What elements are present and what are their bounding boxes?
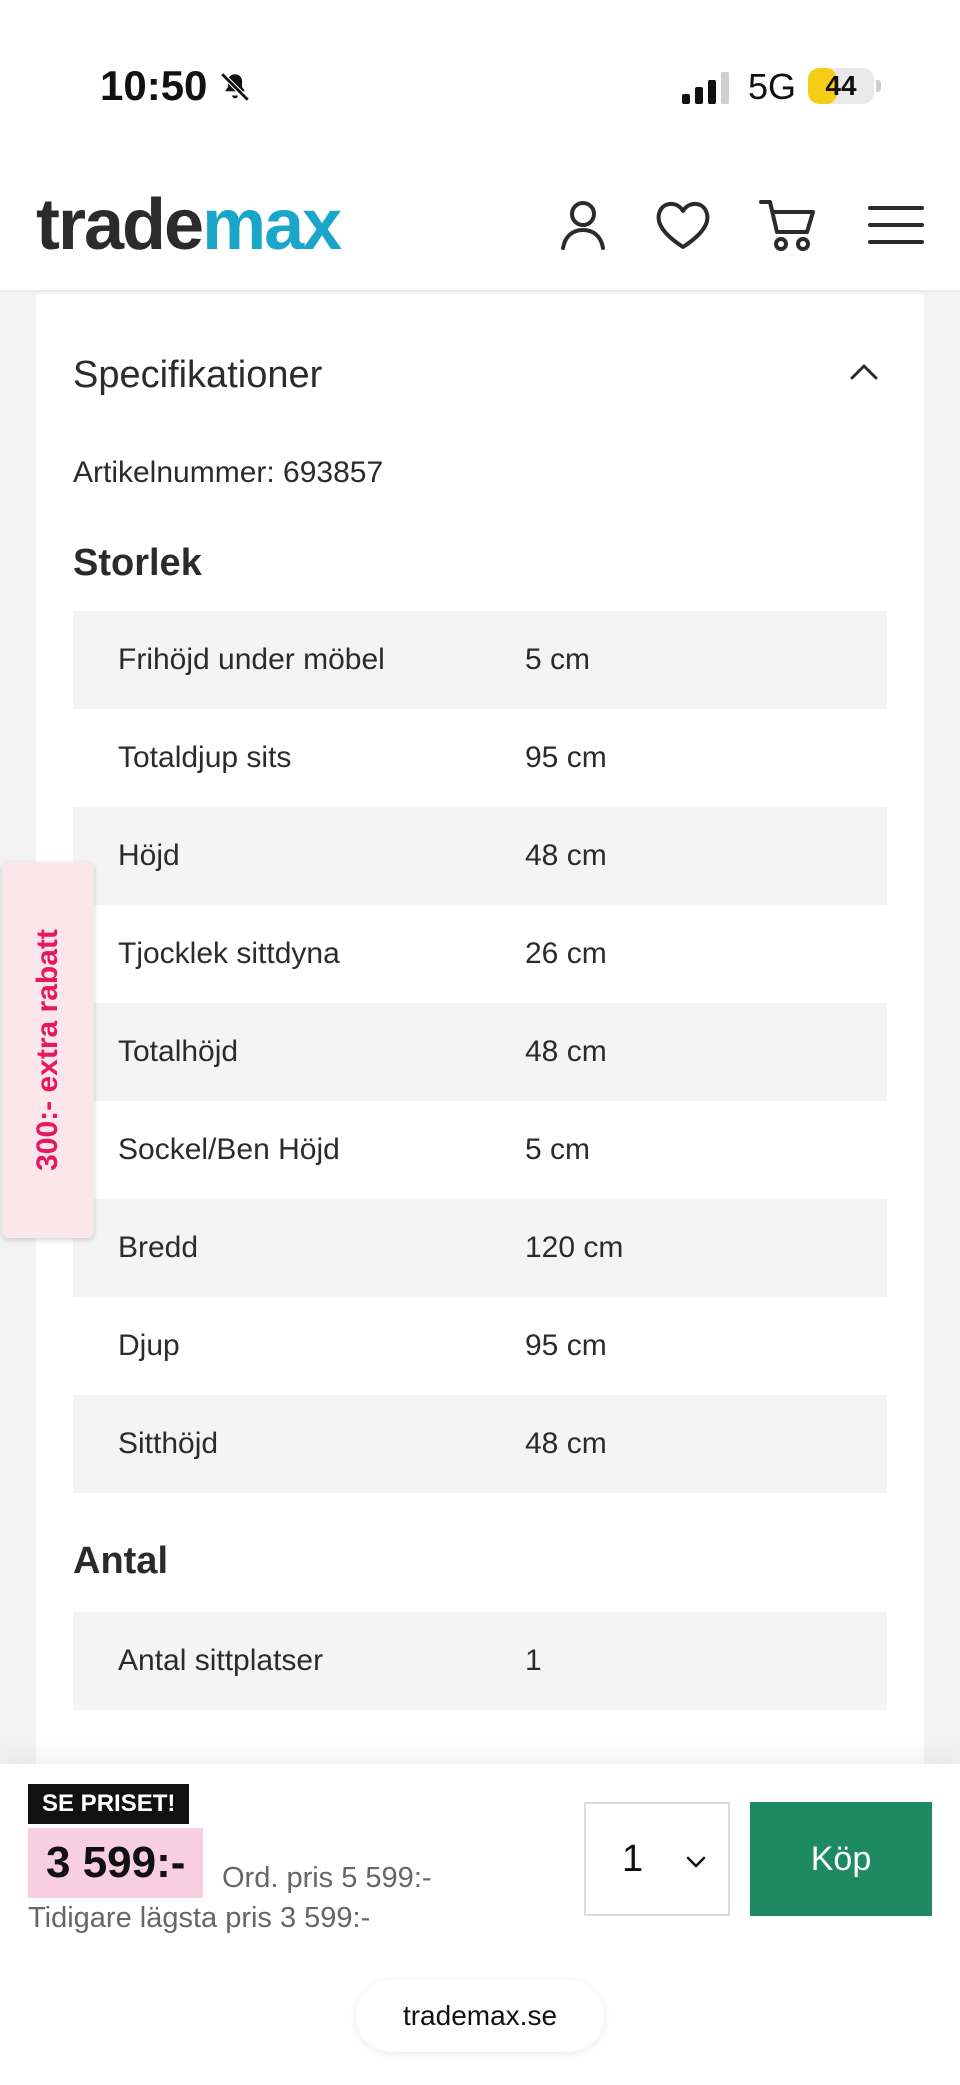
table-row: [73, 1612, 887, 1710]
current-price: 3 599:-: [28, 1828, 203, 1898]
spec-value: 120 cm: [525, 1231, 624, 1264]
menu-icon[interactable]: [862, 192, 928, 258]
spec-key: Djup: [118, 1329, 180, 1362]
bell-muted-icon: [218, 70, 252, 104]
lowest-price: Tidigare lägsta pris 3 599:-: [28, 1902, 371, 1934]
spec-key: Frihöjd under möbel: [118, 643, 385, 676]
purchase-bar: [0, 1764, 960, 2085]
trademax-logo[interactable]: trademax: [36, 185, 341, 265]
status-time: 10:50: [100, 62, 208, 109]
browser-url[interactable]: trademax.se: [356, 1980, 604, 2052]
chevron-up-icon[interactable]: [846, 354, 882, 390]
buy-button[interactable]: Köp: [750, 1802, 932, 1916]
spec-value: 95 cm: [525, 741, 607, 774]
spec-key: Totalhöjd: [118, 1035, 239, 1068]
article-number: Artikelnummer: 693857: [73, 456, 384, 489]
heart-icon[interactable]: [650, 192, 716, 258]
table-row: [73, 1297, 887, 1395]
spec-value: 5 cm: [525, 643, 591, 676]
quantity-select[interactable]: [584, 1802, 730, 1916]
promo-badge: SE PRISET!: [28, 1784, 189, 1824]
original-price: Ord. pris 5 599:-: [222, 1862, 432, 1894]
spec-key: Tjocklek sittdyna: [118, 937, 340, 970]
extra-discount-tab[interactable]: [2, 862, 94, 1238]
table-row: [73, 1101, 887, 1199]
spec-key: Höjd: [118, 839, 180, 872]
group-title-antal: Antal: [73, 1540, 168, 1582]
chevron-down-icon: [682, 1848, 710, 1876]
spec-value: 48 cm: [525, 839, 607, 872]
spec-key: Antal sittplatser: [118, 1644, 324, 1677]
group-title-storlek: Storlek: [73, 542, 202, 584]
spec-value: 95 cm: [525, 1329, 607, 1362]
table-row: [73, 807, 887, 905]
battery-indicator: [808, 68, 878, 104]
table-row: [73, 1395, 887, 1493]
network-type: 5G: [748, 66, 797, 107]
specifications-panel: [36, 294, 924, 1764]
account-icon[interactable]: [550, 192, 616, 258]
quantity-value: 1: [622, 1838, 644, 1880]
specifications-title[interactable]: Specifikationer: [73, 354, 323, 396]
table-row: [73, 611, 887, 709]
spec-table-storlek: [73, 611, 887, 1493]
battery-level: 44: [825, 70, 857, 101]
status-bar: [0, 0, 960, 160]
table-row: [73, 709, 887, 807]
cart-icon[interactable]: [755, 192, 821, 258]
spec-value: 1: [525, 1644, 542, 1677]
spec-key: Sockel/Ben Höjd: [118, 1133, 340, 1166]
site-header: [0, 160, 960, 292]
extra-discount-label: 300:- extra rabatt: [31, 929, 64, 1171]
spec-key: Bredd: [118, 1231, 199, 1264]
spec-table-antal: [73, 1612, 887, 1710]
table-row: [73, 1199, 887, 1297]
table-row: [73, 1003, 887, 1101]
spec-value: 48 cm: [525, 1035, 607, 1068]
spec-key: Sitthöjd: [118, 1427, 219, 1460]
spec-key: Totaldjup sits: [118, 741, 292, 774]
spec-value: 26 cm: [525, 937, 607, 970]
table-row: [73, 905, 887, 1003]
cellular-signal-icon: [682, 72, 732, 104]
spec-value: 48 cm: [525, 1427, 607, 1460]
spec-value: 5 cm: [525, 1133, 591, 1166]
